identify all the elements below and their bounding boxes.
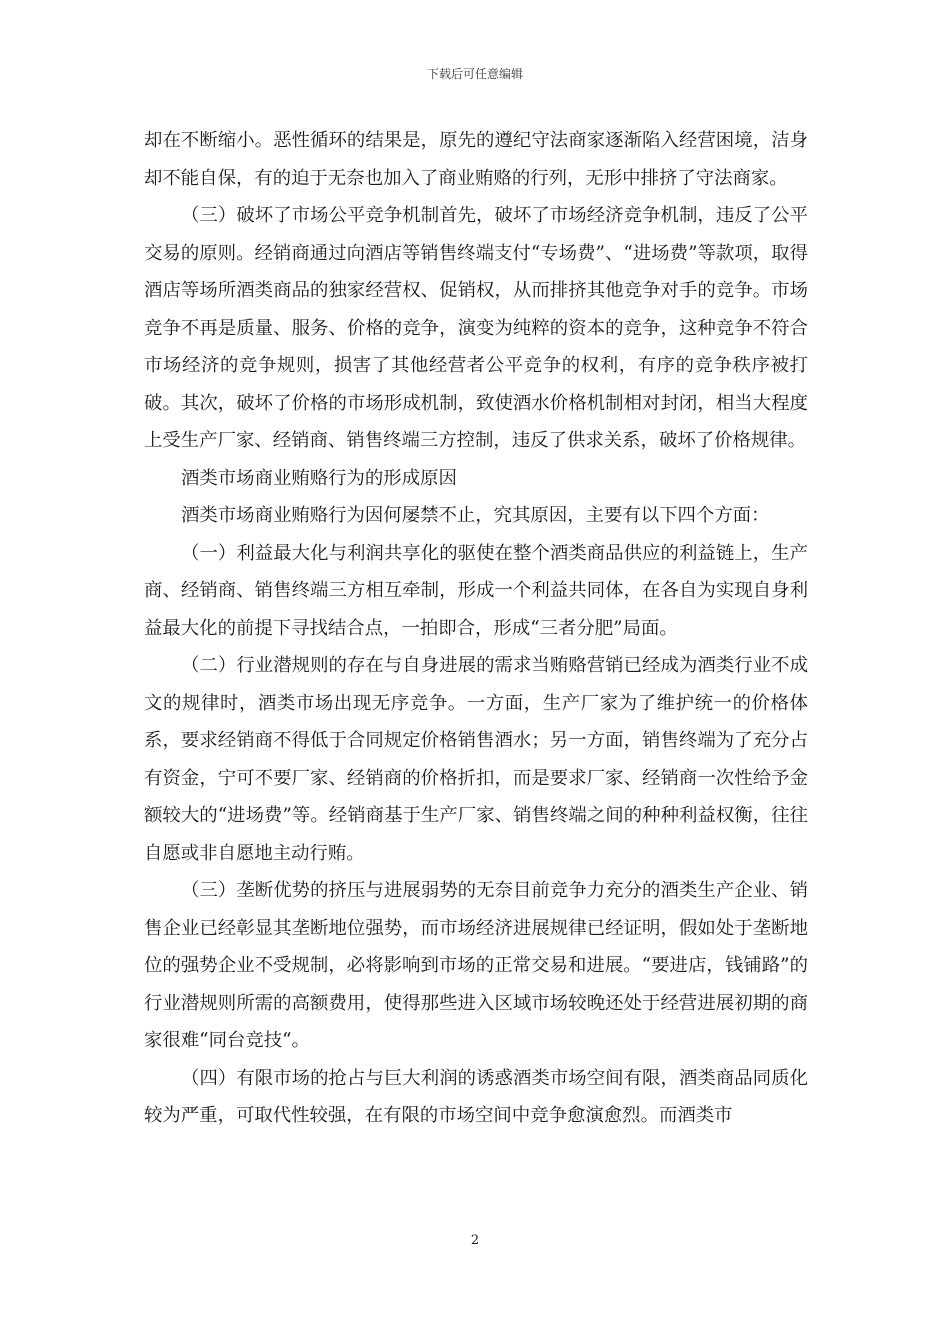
document-body xyxy=(144,122,808,1135)
paragraph-causes-intro: 酒类市场商业贿赂行为因何屡禁不止，究其原因，主要有以下四个方面： xyxy=(181,505,770,526)
paragraph-cause-4: （四）有限市场的抢占与巨大利润的诱惑酒类市场空间有限，酒类商品同质化较为严重，可取代性较强，在有限的市场空间中竞争愈演愈烈。而酒类市 xyxy=(144,1067,808,1126)
paragraph-cause-1: （一）利益最大化与利润共享化的驱使在整个酒类商品供应的利益链上，生产商、经销商、销售终端三方相互牵制，形成一个利益共同体，在各自为实现自身利益最大化的前提下寻找结合点，一拍即合，形成“三者分肥”局面。 xyxy=(144,542,808,639)
paragraph-cause-3: （三）垄断优势的挤压与进展弱势的无奈目前竞争力充分的酒类生产企业、销售企业已经彰显其垄断地位强势，而市场经济进展规律已经证明，假如处于垄断地位的强势企业不受规制，必将影响到市场的正常交易和进展。“要进店，钱铺路”的行业潜规则所需的高额费用，使得那些进入区域市场较晚还处于经营进展初期的商家很难“同台竞技“。 xyxy=(144,880,808,1051)
page-number: 2 xyxy=(470,1233,480,1248)
paragraph-fair-competition: （三）破坏了市场公平竞争机制首先，破坏了市场经济竞争机制，违反了公平交易的原则。经销商通过向酒店等销售终端支付“专场费”、“进场费”等款项，取得酒店等场所酒类商品的独家经营权、促销权，从而排挤其他竞争对手的竞争。市场竞争不再是质量、服务、价格的竞争，演变为纯粹的资本的竞争，这种竞争不符合市场经济的竞争规则，损害了其他经营者公平竞争的权利，有序的竞争秩序被打破。其次，破坏了价格的市场形成机制，致使酒水价格机制相对封闭，相当大程度上受生产厂家、经销商、销售终端三方控制，违反了供求关系，破坏了价格规律。 xyxy=(144,205,808,451)
section-heading-causes: 酒类市场商业贿赂行为的形成原因 xyxy=(181,467,457,489)
header-note: 下载后可任意编辑 xyxy=(426,67,523,81)
paragraph-continuation: 却在不断缩小。恶性循环的结果是，原先的遵纪守法商家逐渐陷入经营困境，洁身却不能自保，有的迫于无奈也加入了商业贿赂的行列，无形中排挤了守法商家。 xyxy=(144,130,808,189)
paragraph-cause-2: （二）行业潜规则的存在与自身进展的需求当贿赂营销已经成为酒类行业不成文的规律时，酒类市场出现无序竞争。一方面，生产厂家为了维护统一的价格体系，要求经销商不得低于合同规定价格销售酒水；另一方面，销售终端为了充分占有资金，宁可不要厂家、经销商的价格折扣，而是要求厂家、经销商一次性给予金额较大的“进场费”等。经销商基于生产厂家、销售终端之间的种种利益权衡，往往自愿或非自愿地主动行贿。 xyxy=(144,655,808,864)
